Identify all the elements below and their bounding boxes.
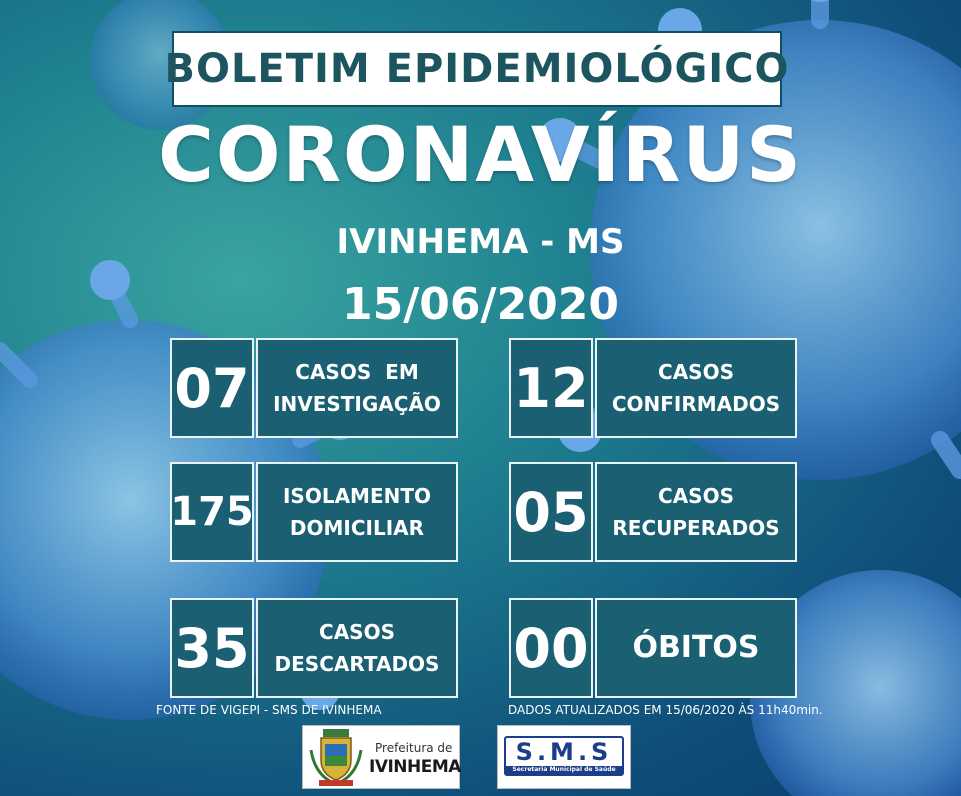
stat-label-discarded — [256, 598, 458, 698]
stat-label-line: CASOS — [319, 620, 395, 644]
date-label: 15/06/2020 — [341, 279, 620, 330]
stat-label-deaths — [595, 598, 797, 698]
update-note: DADOS ATUALIZADOS EM 15/06/2020 ÀS 11h40min. — [508, 703, 823, 717]
coat-of-arms-icon — [305, 726, 367, 788]
prefeitura-logo-line1: Prefeitura de — [375, 741, 453, 755]
stat-label-line: INVESTIGAÇÃO — [273, 392, 441, 416]
main-title: CORONAVÍRUS — [158, 110, 803, 199]
stat-label-line: RECUPERADOS — [612, 516, 780, 540]
bulletin-badge — [164, 31, 790, 107]
prefeitura-logo — [302, 725, 460, 789]
prefeitura-logo-line2: IVINHEMA — [369, 757, 461, 777]
city-label: IVINHEMA - MS — [336, 222, 625, 262]
stat-label-isolation — [256, 462, 458, 562]
stat-label-investigation — [256, 338, 458, 438]
stat-value-discarded: 35 — [170, 598, 254, 698]
source-note: FONTE DE VIGEPI - SMS DE IVINHEMA — [156, 703, 382, 717]
stat-label-confirmed — [595, 338, 797, 438]
stat-value-deaths: 00 — [509, 598, 593, 698]
stat-label-line: DESCARTADOS — [274, 652, 440, 676]
sms-logo-subtitle: Secretaria Municipal de Saúde — [506, 766, 622, 774]
stat-value-investigation: 07 — [170, 338, 254, 438]
stat-label-line: CONFIRMADOS — [611, 392, 781, 416]
stat-label-line: CASOS — [658, 484, 734, 508]
stat-value-confirmed: 12 — [509, 338, 593, 438]
stat-label-line: DOMICILIAR — [289, 516, 425, 540]
sms-logo — [497, 725, 631, 789]
stat-label-line: ÓBITOS — [632, 630, 760, 665]
sms-logo-title: S.M.S — [515, 738, 613, 766]
stat-label-line: ISOLAMENTO — [282, 484, 432, 508]
bulletin-badge-text: BOLETIM EPIDEMIOLÓGICO — [164, 46, 790, 92]
stat-label-recovered — [595, 462, 797, 562]
stat-label-line: CASOS — [658, 360, 734, 384]
stat-value-recovered: 05 — [509, 462, 593, 562]
stat-label-line: CASOS EM — [295, 360, 419, 384]
stat-value-isolation: 175 — [170, 462, 254, 562]
